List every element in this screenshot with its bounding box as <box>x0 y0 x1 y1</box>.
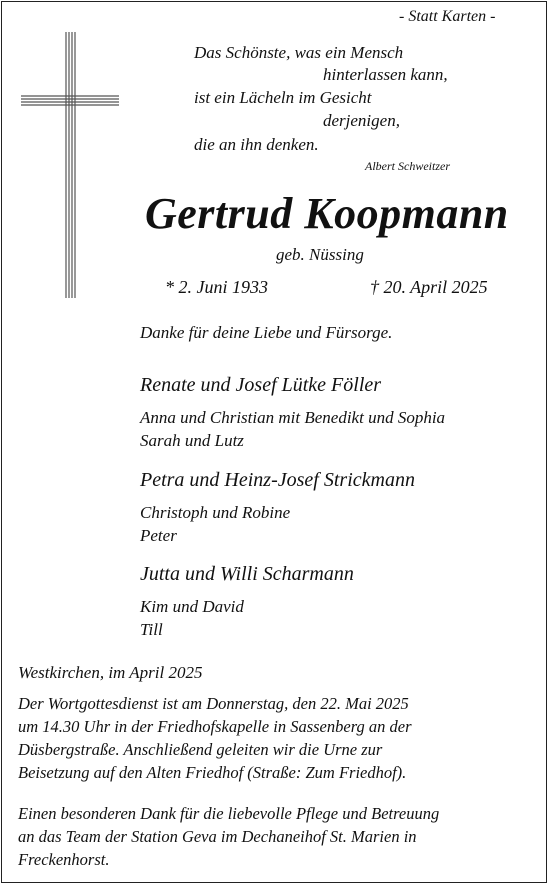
place-date: Westkirchen, im April 2025 <box>18 663 203 682</box>
quote-line-4: derjenigen, <box>323 111 400 130</box>
cross-icon <box>20 30 120 300</box>
family-head: Renate und Josef Lütke Föller <box>140 374 382 396</box>
gratitude-line-2: an das Team der Station Geva im Dechaneihof St. Marien in <box>18 827 417 846</box>
date-of-birth: * 2. Juni 1933 <box>165 277 268 297</box>
family-member: Sarah und Lutz <box>140 431 244 450</box>
family-member: Anna und Christian mit Benedikt und Sophia <box>140 408 446 427</box>
quote-author: Albert Schweitzer <box>365 159 450 173</box>
service-line-1: Der Wortgottesdienst ist am Donnerstag, den 22. Mai 2025 <box>18 694 409 713</box>
family-member: Christoph und Robine <box>140 503 291 522</box>
family-head: Petra und Heinz-Josef Strickmann <box>140 469 415 491</box>
birth-name: geb. Nüssing <box>276 245 364 264</box>
family-member: Kim und David <box>140 597 244 616</box>
service-line-2: um 14.30 Uhr in der Friedhofskapelle in Sassenberg an der <box>18 717 412 736</box>
family-member: Peter <box>140 526 177 545</box>
gratitude-line-3: Freckenhorst. <box>18 850 110 869</box>
family-member: Till <box>140 620 163 639</box>
family-head: Jutta und Willi Scharmann <box>140 563 354 585</box>
quote-line-1: Das Schönste, was ein Mensch <box>194 43 404 62</box>
quote-line-5: die an ihn denken. <box>194 135 319 154</box>
service-line-4: Beisetzung auf den Alten Friedhof (Straße: Zum Friedhof). <box>18 763 407 782</box>
quote-line-2: hinterlassen kann, <box>323 65 448 84</box>
service-line-3: Düsbergstraße. Anschließend geleiten wir die Urne zur <box>18 740 383 759</box>
statt-karten: - Statt Karten - <box>399 8 496 25</box>
quote-line-3: ist ein Lächeln im Gesicht <box>194 88 372 107</box>
gratitude-line-1: Einen besonderen Dank für die liebevolle Pflege und Betreuung <box>18 804 440 823</box>
thanks-line: Danke für deine Liebe und Fürsorge. <box>140 323 393 342</box>
deceased-name: Gertrud Koopmann <box>145 189 509 238</box>
date-of-death: † 20. April 2025 <box>370 277 488 297</box>
